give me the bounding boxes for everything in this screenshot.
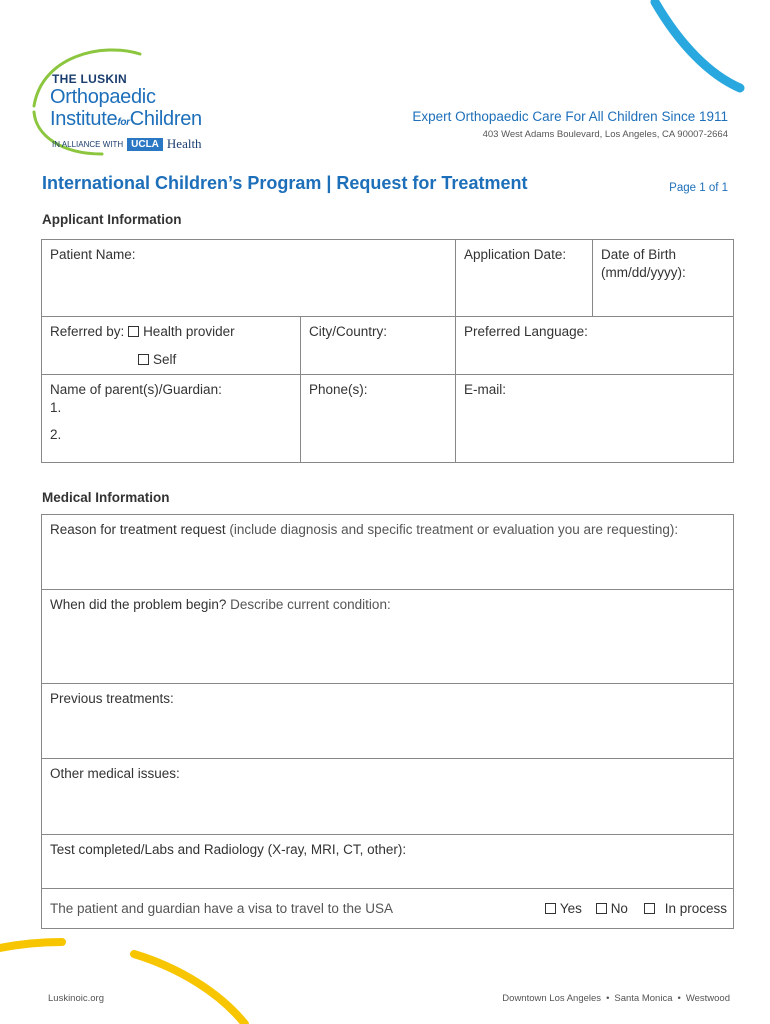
medical-heading: Medical Information [42, 490, 170, 505]
self-checkbox[interactable] [138, 354, 149, 365]
email-field[interactable] [456, 375, 734, 463]
patient-name-label: Patient Name: [50, 247, 136, 262]
city-country-field[interactable] [301, 317, 456, 375]
problem-began-hint: Describe current condition: [226, 597, 391, 612]
dob-field[interactable] [593, 240, 734, 317]
other-issues-label: Other medical issues: [50, 766, 180, 781]
logo-children: Children [129, 108, 202, 130]
visa-no-label: No [610, 901, 628, 916]
guardian-1-label: 1. [50, 399, 62, 415]
logo-line3 [50, 108, 202, 131]
logo-for: for [117, 117, 130, 128]
application-date-field[interactable] [456, 240, 593, 317]
footer-website: Luskinoic.org [48, 993, 104, 1004]
reason-hint: (include diagnosis and specific treatment or evaluation you are requesting): [225, 522, 679, 537]
guardian-2-label: 2. [50, 427, 62, 443]
referred-by-field [42, 317, 301, 375]
applicant-heading: Applicant Information [42, 212, 182, 227]
visa-in-process-label: In process [664, 901, 727, 916]
tests-field[interactable] [42, 835, 734, 889]
phones-label: Phone(s): [309, 382, 368, 398]
logo-ucla-badge: UCLA [127, 138, 163, 151]
header-tagline: Expert Orthopaedic Care For All Children Since 1911 [412, 109, 728, 124]
logo-line2: Orthopaedic [50, 86, 156, 108]
logo-line1: THE LUSKIN [52, 72, 127, 86]
logo-institute: Institute [50, 108, 118, 130]
footer-locations [502, 993, 730, 1004]
patient-name-field[interactable] [42, 240, 456, 317]
footer-location-3: Westwood [685, 993, 730, 1004]
preferred-language-label: Preferred Language: [464, 324, 588, 339]
application-date-label: Application Date: [464, 247, 567, 262]
visa-no-checkbox[interactable] [596, 903, 607, 914]
visa-field [42, 889, 734, 929]
footer-separator-2: • [677, 993, 681, 1004]
health-provider-checkbox[interactable] [128, 326, 139, 337]
phones-field[interactable] [301, 375, 456, 463]
visa-yes-label: Yes [559, 901, 582, 916]
dob-label-2: (mm/dd/yyyy): [601, 264, 686, 280]
reason-label: Reason for treatment request [50, 522, 226, 537]
problem-began-field[interactable] [42, 590, 734, 684]
tests-label: Test completed/Labs and Radiology (X-ray, MRI, CT, other): [50, 842, 407, 857]
applicant-table [41, 239, 734, 463]
header-address: 403 West Adams Boulevard, Los Angeles, CA 90007-2664 [482, 129, 728, 140]
footer-separator-1: • [606, 993, 610, 1004]
footer-location-1: Downtown Los Angeles [502, 993, 602, 1004]
visa-label: The patient and guardian have a visa to travel to the USA [50, 901, 393, 916]
reason-field[interactable] [42, 515, 734, 590]
city-country-label: City/Country: [309, 324, 388, 339]
logo-alliance [52, 136, 202, 152]
previous-treatments-field[interactable] [42, 684, 734, 759]
visa-yes-checkbox[interactable] [545, 903, 556, 914]
preferred-language-field[interactable] [456, 317, 734, 375]
medical-table [41, 514, 734, 929]
dob-label-1: Date of Birth [601, 247, 677, 262]
visa-in-process-checkbox[interactable] [644, 903, 655, 914]
page-title: International Children’s Program | Request for Treatment [42, 173, 528, 193]
guardian-field[interactable] [42, 375, 301, 463]
email-label: E-mail: [464, 382, 507, 398]
referred-by-label: Referred by: [50, 324, 125, 339]
yellow-arc-left-decoration [0, 930, 70, 970]
footer-location-2: Santa Monica [614, 993, 673, 1004]
health-provider-label: Health provider [143, 324, 235, 339]
page-number: Page 1 of 1 [669, 182, 728, 194]
yellow-arc-bottom-decoration [130, 948, 260, 1024]
previous-treatments-label: Previous treatments: [50, 691, 174, 706]
problem-began-label: When did the problem begin? [50, 597, 227, 612]
luskin-logo [22, 46, 232, 158]
guardian-label: Name of parent(s)/Guardian: [50, 382, 222, 398]
logo-alliance-text: IN ALLIANCE WITH [52, 139, 124, 149]
logo-health: Health [166, 136, 202, 151]
other-issues-field[interactable] [42, 759, 734, 835]
self-label: Self [153, 351, 177, 367]
cyan-arc-decoration [650, 0, 770, 110]
